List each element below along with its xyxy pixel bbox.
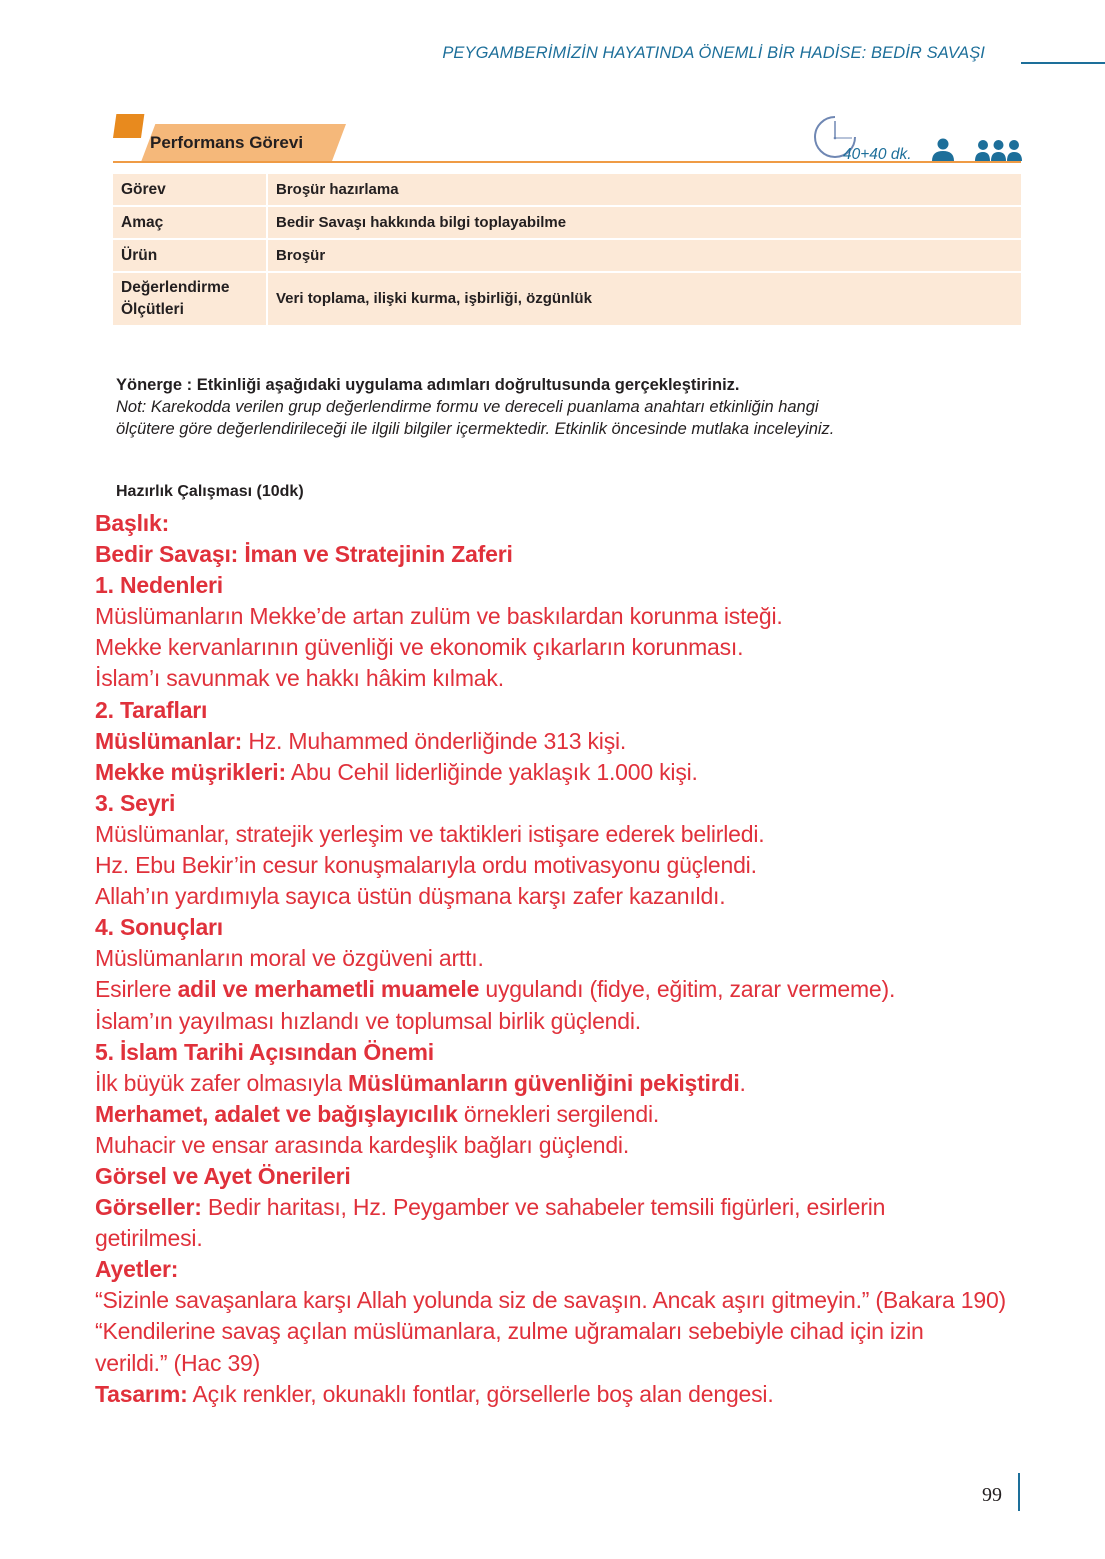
note-line-1: Not: Karekodda verilen grup değerlendirme formu ve dereceli puanlama anahtarı etkinliğin hangi: [116, 398, 819, 416]
instructions-block: [116, 374, 1016, 440]
design-label: Tasarım:: [95, 1380, 188, 1407]
visuals-label: Görseller:: [95, 1194, 202, 1221]
row-label-line2: Ölçütleri: [121, 301, 184, 318]
answer-title-label: Başlık:: [95, 510, 170, 536]
section-heading-sides: 2. Tarafları: [95, 696, 208, 723]
importance-line: [95, 1099, 1075, 1130]
sides-meccans-text: Abu Cehil liderliğinde yaklaşık 1.000 kişi.: [285, 758, 698, 785]
design-line: [95, 1379, 1075, 1410]
row-label-line1: Değerlendirme: [121, 279, 230, 296]
section-heading-suggestions: Görsel ve Ayet Önerileri: [95, 1162, 351, 1189]
performance-task-title: Performans Görevi: [150, 133, 304, 152]
page-number: 99: [982, 1484, 1002, 1506]
verse-line: “Sizinle savaşanlara karşı Allah yolunda siz de savaşın. Ancak aşırı gitmeyin.” (Bakara 190): [95, 1287, 1006, 1314]
answer-title: Bedir Savaşı: İman ve Stratejinin Zaferi: [95, 541, 513, 568]
table-row-urun: [113, 239, 1021, 272]
results-text: uygulandı (fidye, eğitim, zarar vermeme).: [479, 976, 896, 1003]
group-people-icon: [975, 138, 1022, 162]
results-emphasis: adil ve merhametli muamele: [177, 976, 480, 1003]
row-label: Görev: [113, 174, 267, 206]
importance-emphasis: Müslümanların güvenliğini pekiştirdi: [348, 1069, 740, 1096]
running-header-title: PEYGAMBERİMİZİN HAYATINDA ÖNEMLİ BİR HADİSE: BEDİR SAVAŞI: [442, 44, 985, 62]
instruction-label: Yönerge :: [116, 376, 197, 394]
course-line: Müslümanlar, stratejik yerleşim ve taktikleri istişare ederek belirledi.: [95, 820, 765, 847]
row-label: Ürün: [113, 239, 267, 272]
table-row-degerlendirme: [113, 272, 1021, 326]
sides-muslims-label: Müslümanlar:: [95, 727, 243, 754]
preparation-title: Hazırlık Çalışması (10dk): [116, 483, 304, 500]
causes-line: Müslümanların Mekke’de artan zulüm ve baskılardan korunma isteği.: [95, 603, 783, 630]
page-number-rule: [1018, 1473, 1020, 1511]
results-text: Esirlere: [95, 976, 178, 1003]
causes-line: Mekke kervanlarının güvenliği ve ekonomik çıkarların korunması.: [95, 634, 744, 661]
visuals-line: [95, 1192, 1075, 1223]
row-value: Bedir Savaşı hakkında bilgi toplayabilme: [267, 206, 1021, 239]
verse-line-cont: verildi.” (Hac 39): [95, 1349, 261, 1376]
causes-line: İslam’ı savunmak ve hakkı hâkim kılmak.: [95, 665, 504, 692]
section-heading-importance: 5. İslam Tarihi Açısından Önemi: [95, 1038, 434, 1065]
individual-person-icon: [930, 138, 956, 162]
sides-muslims-text: Hz. Muhammed önderliğinde 313 kişi.: [242, 727, 627, 754]
sides-meccans: [95, 757, 1075, 788]
visuals-text: Bedir haritası, Hz. Peygamber ve sahabeler temsili figürleri, esirlerin: [201, 1194, 886, 1221]
task-info-table: [113, 174, 1021, 327]
instruction-text: Etkinliği aşağıdaki uygulama adımları doğrultusunda gerçekleştiriniz.: [196, 376, 740, 394]
verses-label: Ayetler:: [95, 1256, 179, 1283]
results-line: İslam’ın yayılması hızlandı ve toplumsal birlik güçlendi.: [95, 1007, 641, 1034]
visuals-line-cont: getirilmesi.: [95, 1225, 203, 1252]
course-line: Hz. Ebu Bekir’in cesur konuşmalarıyla ordu motivasyonu güçlendi.: [95, 852, 757, 879]
section-heading-causes: 1. Nedenleri: [95, 572, 223, 599]
sides-meccans-label: Mekke müşrikleri:: [95, 758, 286, 785]
header-rule: [1021, 62, 1105, 64]
importance-emphasis: Merhamet, adalet ve bağışlayıcılık: [95, 1100, 458, 1127]
importance-text: .: [739, 1069, 746, 1096]
section-heading-course: 3. Seyri: [95, 789, 176, 816]
note-line-2: ölçütere göre değerlendirileceği ile ilgili bilgiler içermektedir. Etkinlik öncesinde mutlaka inceleyiniz.: [116, 420, 835, 438]
sides-muslims: [95, 726, 1075, 757]
table-row-amac: [113, 206, 1021, 239]
row-value: Veri toplama, ilişki kurma, işbirliği, özgünlük: [267, 272, 1021, 326]
section-heading-results: 4. Sonuçları: [95, 914, 223, 941]
row-value: Broşür: [267, 239, 1021, 272]
row-value: Broşür hazırlama: [267, 174, 1021, 206]
importance-text: örnekleri sergilendi.: [457, 1100, 660, 1127]
course-line: Allah’ın yardımıyla sayıca üstün düşmana karşı zafer kazanıldı.: [95, 883, 726, 910]
orange-accent-square: [113, 114, 144, 138]
table-row-gorev: [113, 174, 1021, 206]
brochure-answer: [95, 508, 1075, 1410]
design-text: Açık renkler, okunaklı fontlar, görsellerle boş alan dengesi.: [187, 1380, 774, 1407]
results-line: Müslümanların moral ve özgüveni arttı.: [95, 945, 484, 972]
duration-label: 40+40 dk.: [843, 146, 912, 163]
importance-text: İlk büyük zafer olmasıyla: [95, 1069, 349, 1096]
importance-line: Muhacir ve ensar arasında kardeşlik bağları güçlendi.: [95, 1131, 630, 1158]
importance-line: [95, 1068, 1075, 1099]
verse-line: “Kendilerine savaş açılan müslümanlara, zulme uğramaları sebebiyle cihad için izin: [95, 1318, 924, 1345]
results-line: [95, 974, 1075, 1005]
row-label: Amaç: [113, 206, 267, 239]
instruction-lead: [116, 374, 1016, 396]
row-label: [113, 272, 267, 326]
